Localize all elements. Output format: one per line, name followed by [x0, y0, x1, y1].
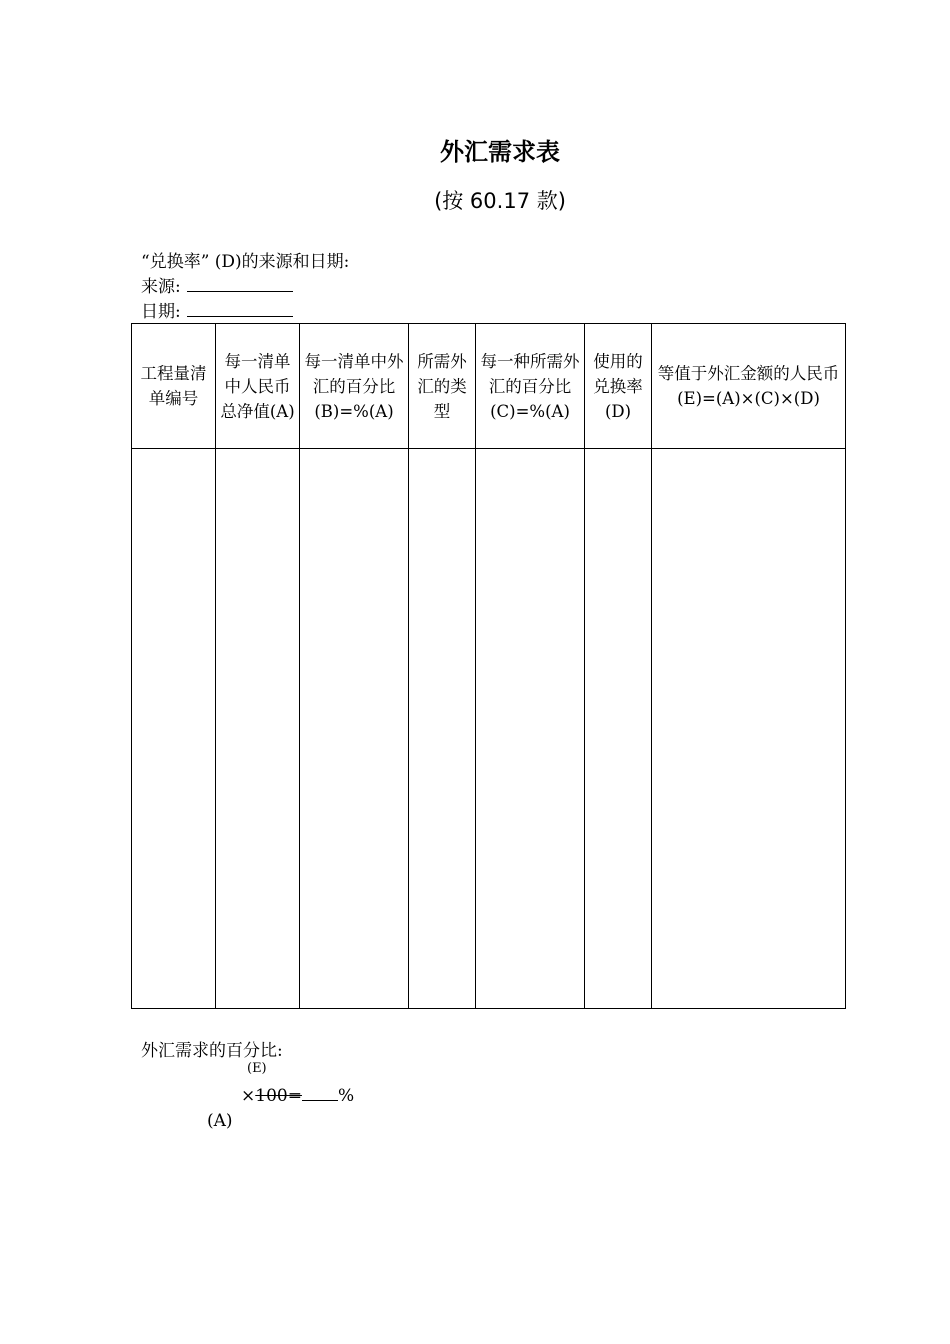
header-rmb-equivalent: 等值于外汇金额的人民币(E)=(A)×(C)×(D) — [652, 324, 846, 449]
percent-label: 外汇需求的百分比: — [141, 1041, 283, 1061]
table-cell[interactable] — [216, 449, 300, 1009]
formula-percent: % — [337, 1086, 355, 1106]
table-cell[interactable] — [476, 449, 585, 1009]
header-boq-number: 工程量清单编号 — [132, 324, 216, 449]
source-blank[interactable] — [187, 277, 293, 292]
table-body-row — [132, 449, 846, 1009]
table-cell[interactable] — [652, 449, 846, 1009]
table-cell[interactable] — [409, 449, 476, 1009]
source-row — [141, 277, 293, 297]
source-label: 来源: — [141, 277, 181, 297]
formula-line — [241, 1086, 354, 1106]
formula-numerator: (E) — [247, 1061, 267, 1076]
date-row — [141, 302, 293, 322]
header-fx-type: 所需外汇的类型 — [409, 324, 476, 449]
date-label: 日期: — [141, 302, 181, 322]
page-subtitle: (按 60.17 款) — [434, 189, 566, 213]
header-exchange-rate: 使用的兑换率(D) — [585, 324, 652, 449]
header-rmb-net-value: 每一清单中人民币总净值(A) — [216, 324, 300, 449]
foreign-exchange-table — [131, 323, 846, 1009]
table-cell[interactable] — [132, 449, 216, 1009]
formula-blank[interactable] — [302, 1086, 338, 1101]
header-fx-percentage: 每一清单中外汇的百分比(B)=%(A) — [300, 324, 409, 449]
table-header-row — [132, 324, 846, 449]
page-title: 外汇需求表 — [440, 138, 560, 166]
formula-denominator: (A) — [207, 1111, 233, 1131]
date-blank[interactable] — [187, 302, 293, 317]
formula-hundred: 100= — [255, 1086, 302, 1106]
formula-times: × — [241, 1086, 256, 1106]
header-fx-type-percentage: 每一种所需外汇的百分比(C)=%(A) — [476, 324, 585, 449]
table-cell[interactable] — [300, 449, 409, 1009]
table-cell[interactable] — [585, 449, 652, 1009]
rate-source-label: “兑换率” (D)的来源和日期: — [141, 252, 350, 272]
